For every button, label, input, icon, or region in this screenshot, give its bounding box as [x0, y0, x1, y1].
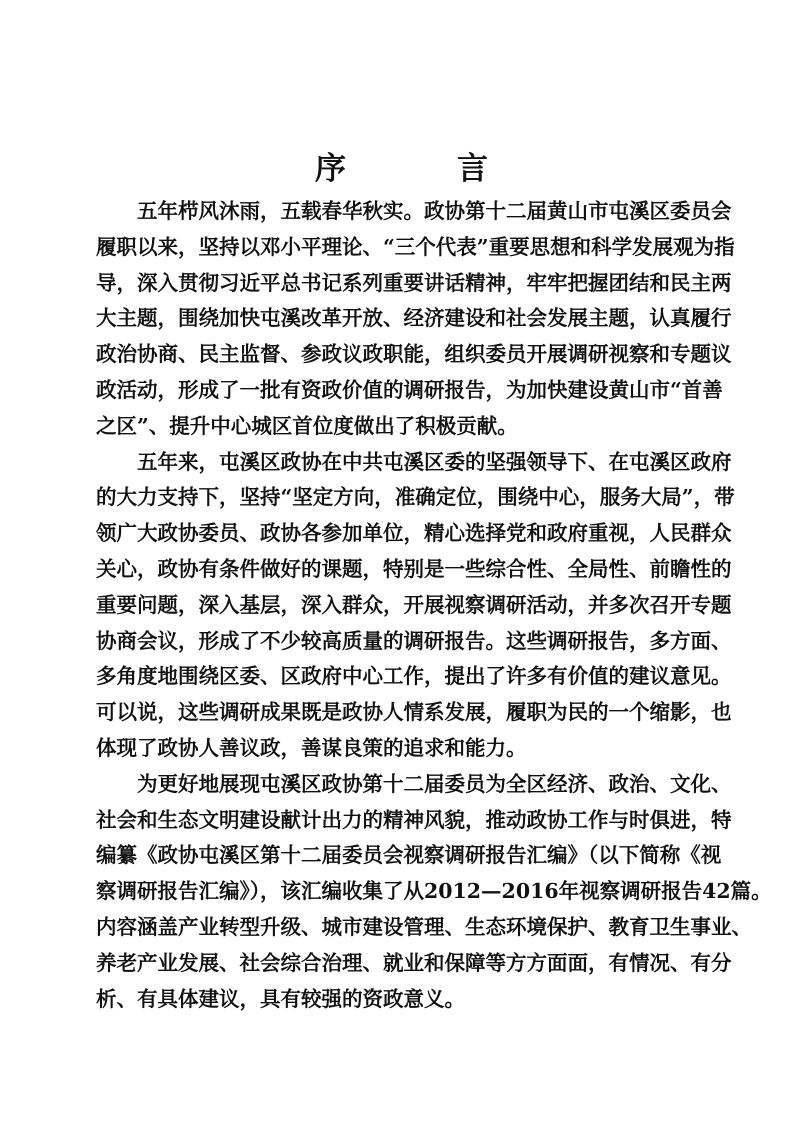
page-title: 序 言	[315, 151, 528, 187]
text-line: 协商会议，形成了不少较高质量的调研报告。这些调研报告，多方面、	[96, 628, 732, 653]
text-line: 政活动，形成了一批有资政价值的调研报告，为加快建设黄山市“首善	[96, 377, 723, 402]
text-line: 体现了政协人善议政，善谋良策的追求和能力。	[96, 735, 527, 760]
paragraph	[96, 194, 735, 445]
text-line: 政治协商、民主监督、参政议政职能，组织委员开展调研视察和专题议	[96, 342, 732, 367]
text-line: 编纂《政协屯溪区第十二届委员会视察调研报告汇编》（以下简称《视	[96, 843, 722, 868]
text-line: 社会和生态文明建设献计出力的精神风貌，推动政协工作与时俱进，特	[96, 807, 732, 832]
text-line: 五年栉风沐雨，五载春华秋实。政协第十二届黄山市屯溪区委员会	[137, 199, 732, 223]
text-line: 多角度地围绕区委、区政府中心工作，提出了许多有价值的建议意见。	[96, 664, 732, 689]
text-line: 五年来，屯溪区政协在中共屯溪区委的坚强领导下、在屯溪区政府	[137, 449, 732, 474]
text-line: 内容涵盖产业转型升级、城市建设管理、生态环境保护、教育卫生事业、	[96, 914, 752, 939]
text-line: 关心，政协有条件做好的课题，特别是一些综合性、全局性、前瞻性的	[96, 556, 732, 581]
text-line: 养老产业发展、社会综合治理、就业和保障等方方面面，有情况、有分	[96, 950, 732, 975]
text-line: 可以说，这些调研成果既是政协人情系发展，履职为民的一个缩影，也	[96, 700, 732, 725]
text-line: 导，深入贯彻习近平总书记系列重要讲话精神，牢牢把握团结和民主两	[96, 270, 732, 295]
text-line: 析、有具体建议，具有较强的资政意义。	[96, 986, 465, 1011]
paragraph	[96, 767, 772, 1018]
paragraph	[96, 445, 735, 767]
text-line: 之区”、提升中心城区首位度做出了积极贡献。	[96, 413, 518, 438]
text-line: 为更好地展现屯溪区政协第十二届委员为全区经济、政治、文化、	[137, 771, 732, 796]
preface-body	[96, 194, 772, 1017]
text-line: 的大力支持下，坚持“坚定方向，准确定位，围绕中心，服务大局”，带	[96, 485, 735, 510]
text-line: 察调研报告汇编》），该汇编收集了从2012—2016年视察调研报告42篇。	[96, 879, 772, 904]
text-line: 领广大政协委员、政协各参加单位，精心选择党和政府重视，人民群众	[96, 521, 732, 546]
text-line: 履职以来，坚持以邓小平理论、“三个代表”重要思想和科学发展观为指	[96, 234, 735, 259]
text-line: 重要问题，深入基层，深入群众，开展视察调研活动，并多次召开专题	[96, 592, 732, 617]
text-line: 大主题，围绕加快屯溪改革开放、经济建设和社会发展主题，认真履行	[96, 306, 732, 331]
